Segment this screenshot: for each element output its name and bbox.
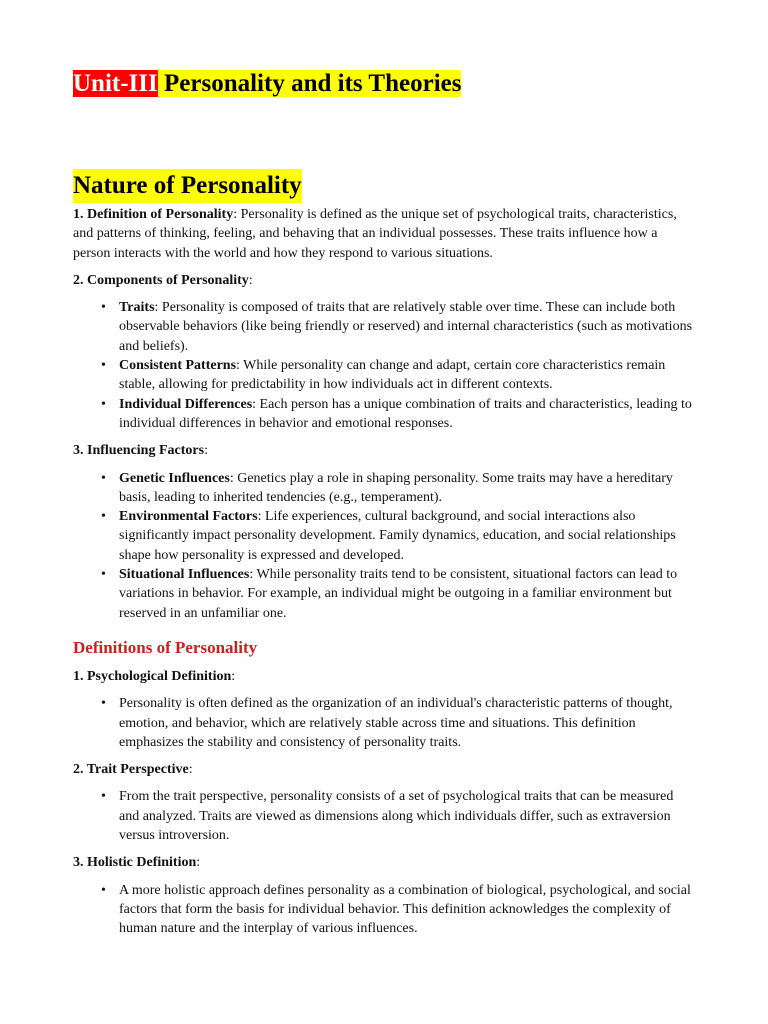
- trait-list: [73, 787, 697, 845]
- components-heading-label: 2. Components of Personality: [73, 272, 249, 288]
- list-item: [119, 469, 697, 508]
- holistic-colon: :: [196, 855, 201, 871]
- trait-heading-label: 2. Trait Perspective: [73, 762, 189, 778]
- components-heading: [73, 271, 697, 290]
- list-item-term: Situational Influences: [119, 567, 250, 583]
- psychological-heading-label: 1. Psychological Definition: [73, 668, 232, 684]
- components-colon: :: [248, 272, 253, 288]
- definitions-title: Definitions of Personality: [73, 637, 258, 657]
- list-item-text: : Each person has a unique combination of traits and characteristics, leading to individual differences in behavior and emotional responses.: [119, 396, 692, 431]
- list-item: [119, 507, 697, 565]
- trait-colon: :: [188, 762, 193, 778]
- psychological-list: [73, 694, 697, 752]
- document-body: [73, 205, 697, 947]
- influencing-list: [73, 469, 697, 623]
- list-item: [119, 356, 697, 395]
- holistic-heading: [73, 853, 697, 872]
- list-item: [119, 395, 697, 434]
- influencing-colon: :: [204, 443, 208, 459]
- list-item-term: Traits: [119, 300, 155, 316]
- unit-heading: [158, 70, 462, 97]
- components-list: [73, 298, 697, 433]
- list-item-term: Genetic Influences: [119, 470, 230, 486]
- list-item-text: : Personality is composed of traits that are relatively stable over time. These can include both observable behaviors (like being friendly or reserved) and internal characteristics (such as motivations and beliefs).: [119, 300, 693, 354]
- list-item: [119, 565, 697, 623]
- list-item: • Personality is often defined as the organization of an individual's characteristic patterns of thought, emotion, and behavior, which are relatively stable across time and situations. This definition emphasizes the stability and consistency of personality traits.: [119, 694, 697, 752]
- list-item-term: Environmental Factors: [119, 509, 258, 525]
- list-item-term: Individual Differences: [119, 396, 253, 412]
- unit-label: Unit-III: [73, 70, 158, 97]
- definition-heading: 1. Definition of Personality: [73, 207, 234, 222]
- psychological-colon: :: [231, 668, 236, 684]
- holistic-heading-label: 3. Holistic Definition: [73, 855, 197, 871]
- unit-heading-text: Personality and its Theories: [164, 70, 462, 97]
- unit-title: [73, 66, 461, 102]
- list-item: • From the trait perspective, personality consists of a set of psychological traits that can be measured and analyzed. Traits are viewed as dimensions along which individuals differ, such as extraversion versus introversion.: [119, 787, 697, 845]
- influencing-heading-label: 3. Influencing Factors: [73, 443, 205, 459]
- list-item-term: Consistent Patterns: [119, 358, 237, 374]
- definition-paragraph: [73, 205, 697, 263]
- list-item-text: : Genetics play a role in shaping personality. Some traits may have a hereditary basis, leading to inherited tendencies (e.g., temperament).: [119, 470, 673, 505]
- list-item-text: : While personality can change and adapt, certain core characteristics remain stable, allowing for predictability in how individuals act in different contexts.: [119, 358, 666, 393]
- list-item-text: : Life experiences, cultural background, and social interactions also significantly impact personality development. Family dynamics, education, and social relationships shape how personality is expressed and developed.: [119, 509, 676, 563]
- influencing-heading: [73, 441, 697, 460]
- psychological-heading: [73, 667, 697, 686]
- definition-text: : Personality is defined as the unique set of psychological traits, characteristics, and patterns of thinking, feeling, and behaving that an individual possesses. These traits influence how a person interacts with the world and how they respond to various situations.: [73, 207, 677, 261]
- list-item-text: : While personality traits tend to be consistent, situational factors can lead to variations in behavior. For example, an individual might be outgoing in a familiar environment but reserved in an unfamiliar one.: [119, 567, 678, 621]
- holistic-list: [73, 881, 697, 939]
- trait-heading: [73, 760, 697, 779]
- list-item: [119, 298, 697, 356]
- section-title: Nature of Personality: [73, 169, 302, 203]
- list-item: • A more holistic approach defines personality as a combination of biological, psychological, and social factors that form the basis for individual behavior. This definition acknowledges the complexity of human nature and the interplay of various influences.: [119, 881, 697, 939]
